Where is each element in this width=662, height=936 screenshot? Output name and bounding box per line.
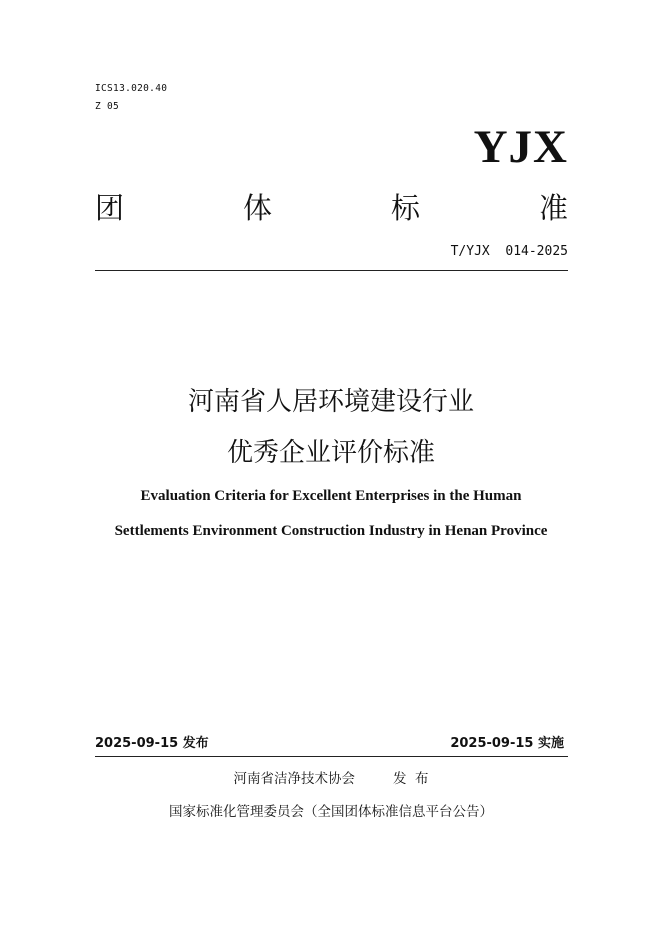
ccs-code: Z 05 — [95, 101, 120, 112]
issue-date: 2025-09-15 发布 — [95, 736, 209, 751]
title-zh-line-2: 优秀企业评价标准 — [226, 438, 435, 468]
title-en-line-2: Settlements Environment Construction Industry in Henan Province — [114, 523, 548, 539]
standard-type-char: 准 — [538, 191, 568, 225]
title-en-line-1: Evaluation Criteria for Excellent Enterprises in the Human — [140, 488, 522, 504]
footer-divider — [95, 756, 568, 757]
implementation-date: 2025-09-15 实施 — [450, 736, 564, 751]
title-zh-line-1: 河南省人居环境建设行业 — [187, 387, 474, 417]
standard-number: T/YJX 014-2025 — [450, 244, 568, 259]
publish-label: 发 布 — [392, 771, 429, 787]
standard-type-char: 团 — [95, 191, 125, 225]
standard-type-char: 标 — [390, 191, 420, 225]
brand-logo-text: YJX — [473, 121, 568, 173]
standard-type-heading — [95, 191, 568, 225]
header-divider — [95, 270, 568, 271]
ics-code: ICS13.020.40 — [95, 83, 168, 94]
announcement-line: 国家标准化管理委员会（全国团体标准信息平台公告） — [169, 804, 493, 820]
publisher-line — [0, 767, 662, 787]
publisher-name: 河南省洁净技术协会 — [233, 771, 355, 787]
standard-type-char: 体 — [242, 191, 272, 225]
